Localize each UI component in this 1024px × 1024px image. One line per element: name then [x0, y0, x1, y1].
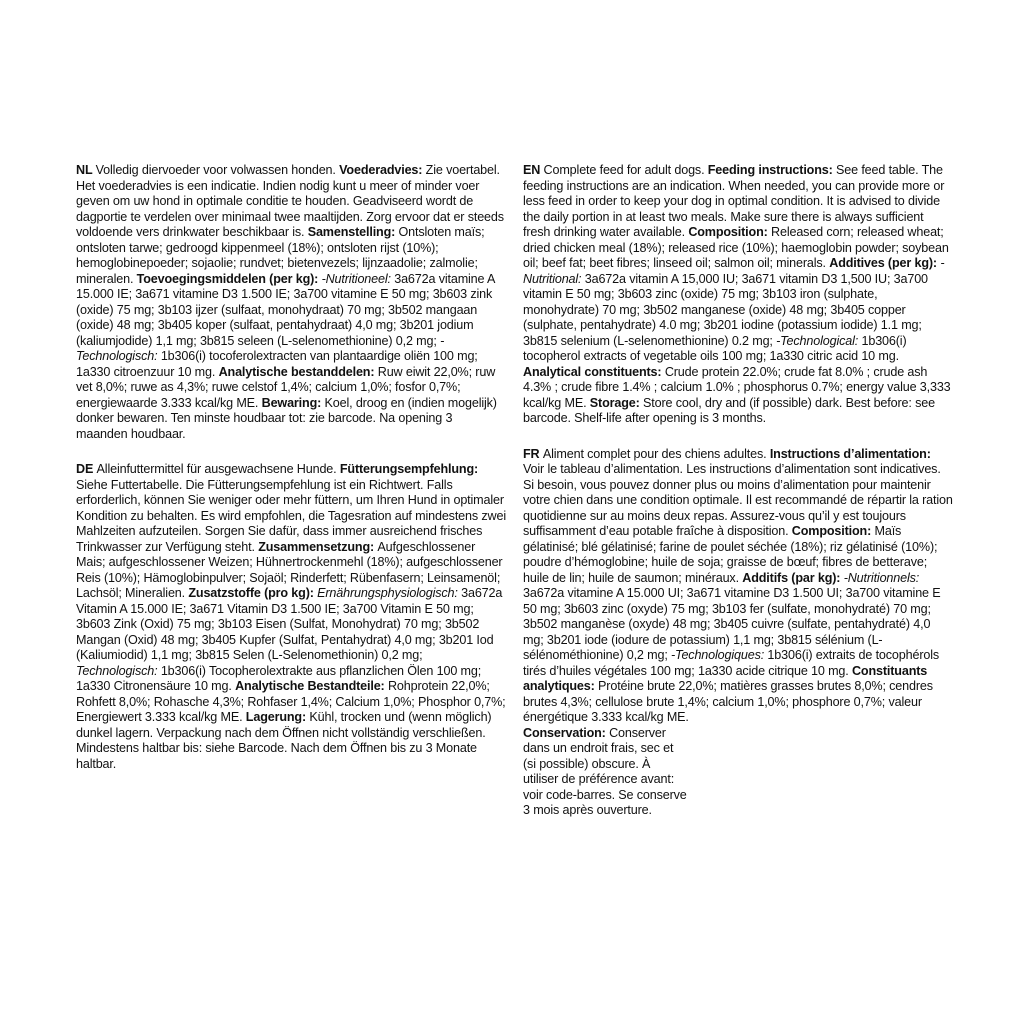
field-text: See feed table. The feeding instructions are an indication. When needed, you can provide more or less feed in order to keep your dog in optimal condition. It is advised to divide the daily portion in at least two meals. Make sure there is always sufficient fresh drinking water available.	[523, 163, 945, 239]
field-text: Voir le tableau d’alimentation. Les instructions d’alimentation sont indicatives. Si besoin, vous pouvez donner plus ou moins d’alimentation pour maintenir votre chien dans une condition optimale. Il est recommandé de répartir la ration quotidienne sur au moins deux repas. Assurez-vous qu’il y est toujours suffisamment d’eau potable fraîche à disposition.	[523, 462, 953, 538]
section-en-text	[523, 163, 953, 427]
language-code: NL	[76, 163, 96, 177]
left-column	[76, 163, 506, 792]
field-text: Ernährungsphysiologisch:	[317, 586, 462, 600]
field-text: Alleinfuttermittel für ausgewachsene Hunde.	[96, 462, 340, 476]
field-heading: Composition:	[791, 524, 875, 538]
field-text: 3a672a vitamine A 15.000 IE; 3a671 vitamine D3 1.500 IE; 3a700 vitamine E 50 mg; 3b603 zink (oxide) 75 mg; 3b103 ijzer (sulfaat, monohydraat) 70 mg; 3b502 mangaan (oxide) 48 mg; 3b405 koper (sulfaat, pentahydraat) 4,0 mg; 3b201 jodium (kaliumjodide) 1,1 mg; 3b815 seleen (L-selenomethionine) 0,2 mg;	[76, 271, 495, 348]
field-heading: Instructions d’alimentation:	[769, 446, 931, 461]
field-heading: Analytische bestanddelen:	[218, 364, 378, 379]
conservation-text: Conserver dans un endroit frais, sec et (si possible) obscure. À utiliser de préférence avant: voir code-barres. Se conserve 3 mois après ouverture.	[523, 725, 687, 817]
field-text: Aliment complet pour des chiens adultes.	[542, 446, 770, 461]
field-text: Store cool, dry and (if possible) dark. Best before: see barcode. Shelf-life after opening is 3 months.	[523, 395, 935, 425]
field-text: -Technologisch:	[76, 333, 445, 363]
conservation-label: Conservation:	[523, 725, 610, 740]
right-column	[523, 163, 953, 839]
field-text: -Nutritionnels:	[843, 570, 920, 585]
field-heading: Fütterungsempfehlung:	[339, 462, 479, 476]
field-heading: Toevoegingsmiddelen (per kg):	[136, 271, 322, 286]
field-text: Released corn; released wheat; dried chicken meal (18%); released rice (10%); haemoglobin powder; soybean oil; beef fat; beet fibres; linseed oil; salmon oil; minerals.	[523, 225, 949, 270]
language-code: EN	[523, 163, 544, 177]
field-text: -Nutritional:	[523, 256, 945, 286]
field-text: Aufgeschlossener Mais; aufgeschlossener Weizen; Hühnertrockenmehl (18%); aufgeschlossener Reis (10%); Hämoglobinpulver; Sojaöl; Rinderfett; Rübenfasern; Leinsamenöl; Lachsöl; Mineralien.	[76, 539, 503, 600]
field-heading: Additifs (par kg):	[742, 570, 844, 585]
field-text: Rohprotein 22,0%; Rohfett 8,0%; Rohasche 4,3%; Rohfaser 1,4%; Calcium 1,0%; Phosphor 0,7%; Energiewert 3.333 kcal/kg ME.	[76, 679, 506, 724]
field-text: Zie voertabel. Het voederadvies is een indicatie. Indien nodig kunt u meer of minder voer geven om uw hond in optimale conditie te houden. Geadviseerd wordt de dagportie te verdelen over minimaal twee maaltijden. Zorg ervoor dat er steeds voldoende vers drinkwater beschikbaar is.	[76, 163, 504, 239]
section-fr-conservation	[523, 726, 688, 819]
field-heading: Analytical constituents:	[523, 364, 665, 379]
field-text: Kühl, trocken und (wenn möglich) dunkel lagern. Verpackung nach dem Öffnen nicht vollständig verschließen. Mindestens haltbar bis: siehe Barcode. Nach dem Öffnen bis zu 3 Monate haltbar.	[76, 710, 492, 771]
section-en	[523, 163, 953, 427]
field-heading: Composition:	[688, 225, 772, 239]
section-de-text	[76, 462, 506, 772]
field-text: Maïs gélatinisé; blé gélatinisé; farine de poulet séchée (18%); riz gélatinisé (10%); poudre d’hémoglobine; huile de soja; graisse de bœuf; fibres de betterave; huile de lin; huile de saumon; minéraux.	[523, 524, 938, 585]
field-text: 1b306(i) extraits de tocophérols tirés d’huiles végétales 100 mg; 1a330 acide citrique 10 mg.	[523, 648, 940, 678]
field-heading: Feeding instructions:	[707, 163, 837, 177]
field-heading: Storage:	[589, 395, 644, 410]
field-heading: Zusammensetzung:	[258, 539, 378, 554]
field-text: 3a672a Vitamin A 15.000 IE; 3a671 Vitamin D3 1.500 IE; 3a700 Vitamin E 50 mg; 3b603 Zink (Oxid) 75 mg; 3b103 Eisen (Sulfat, Monohydrat) 70 mg; 3b502 Mangan (Oxid) 48 mg; 3b405 Kupfer (Sulfat, Pentahydrat) 4,0 mg; 3b201 Iod (Kaliumiodid) 1,1 mg; 3b815 Selen (L-Selenomethionin) 0,2 mg;	[76, 586, 503, 662]
field-heading: Lagerung:	[245, 710, 310, 724]
field-text: Koel, droog en (indien mogelijk) donker bewaren. Ten minste houdbaar tot: zie barcode. Na opening 3 maanden houdbaar.	[76, 395, 497, 441]
section-nl	[76, 163, 506, 442]
field-text: Ruw eiwit 22,0%; ruw vet 8,0%; ruwe as 4,3%; ruwe celstof 1,4%; calcium 1,0%; fosfor 0,7%; energiewaarde 3.333 kcal/kg ME.	[76, 364, 496, 410]
field-text: -Nutritioneel:	[321, 271, 395, 286]
field-text: Technologisch:	[76, 663, 161, 678]
field-text: 1b306(i) tocoferolextracten van plantaardige oliën 100 mg; 1a330 citroenzuur 10 mg.	[76, 349, 478, 379]
field-heading: Constituants analytiques:	[523, 663, 928, 693]
field-heading: Analytische Bestandteile:	[235, 679, 388, 693]
field-text: Ontsloten maïs; ontsloten tarwe; gedroogd kippenmeel (18%); ontsloten rijst (10%); hemoglobinepoeder; sojaolie; rundvet; bietenvezels; lijnzaadolie; zalmolie; mineralen.	[76, 225, 485, 286]
field-heading: Bewaring:	[261, 395, 325, 410]
field-text: 1b306(i) tocopherol extracts of vegetable oils 100 mg; 1a330 citric acid 10 mg.	[523, 333, 907, 363]
section-de	[76, 462, 506, 772]
field-text: 1b306(i) Tocopherolextrakte aus pflanzlichen Ölen 100 mg; 1a330 Citronensäure 10 mg.	[76, 663, 482, 693]
field-text: -Technological:	[776, 333, 862, 348]
field-heading: Zusatzstoffe (pro kg):	[188, 586, 318, 600]
field-text: Crude protein 22.0%; crude fat 8.0% ; crude ash 4.3% ; crude fibre 1.4% ; calcium 1.0% ; phosphorus 0.7%; energy value 3,333 kcal/kg ME.	[523, 364, 951, 410]
field-text: 3a672a vitamine A 15.000 UI; 3a671 vitamine D3 1.500 UI; 3a700 vitamine E 50 mg; 3b603 zinc (oxyde) 75 mg; 3b103 fer (sulfate, monohydraté) 70 mg; 3b502 manganèse (oxyde) 48 mg; 3b405 cuivre (sulfate, pentahydraté) 4,0 mg; 3b201 iode (iodure de potassium) 1,1 mg; 3b815 sélénium (L-sélénométhionine) 0,2 mg;	[523, 586, 941, 662]
field-heading: Samenstelling:	[307, 225, 399, 239]
field-text: 3a672a vitamin A 15,000 IU; 3a671 vitamin D3 1,500 IU; 3a700 vitamin E 50 mg; 3b603 zinc (oxide) 75 mg; 3b103 iron (sulphate, monohydrate) 70 mg; 3b502 manganese (oxide) 48 mg; 3b405 copper (sulphate, pentahydrate) 4.0 mg; 3b201 iodine (potassium iodide) 1.1 mg; 3b815 selenium (L-selenomethionine) 0.2 mg;	[523, 271, 928, 348]
section-nl-text	[76, 163, 506, 442]
field-text: Complete feed for adult dogs.	[543, 163, 708, 177]
language-code: DE	[76, 462, 97, 476]
language-code: FR	[523, 446, 543, 461]
field-text: -Technologiques:	[671, 648, 768, 662]
section-fr-text	[523, 447, 953, 726]
section-fr	[523, 447, 953, 819]
field-text: Siehe Futtertabelle. Die Fütterungsempfehlung ist ein Richtwert. Falls erforderlich, können Sie weniger oder mehr füttern, um Ihren Hund in optimaler Kondition zu behalten. Es wird empfohlen, die Tagesration auf mindestens zwei Mahlzeiten aufzuteilen. Sorgen Sie dafür, dass immer ausreichend frisches Trinkwasser zur Verfügung steht.	[76, 477, 506, 554]
field-heading: Voederadvies:	[339, 163, 426, 177]
field-text: Protéine brute 22,0%; matières grasses brutes 8,0%; cendres brutes 4,3%; cellulose brute 1,4%; calcium 1,0%; phosphore 0,7%; valeur énergétique 3.333 kcal/kg ME.	[523, 679, 933, 724]
field-text: Volledig diervoeder voor volwassen honden.	[95, 163, 340, 177]
field-heading: Additives (per kg):	[829, 256, 941, 270]
